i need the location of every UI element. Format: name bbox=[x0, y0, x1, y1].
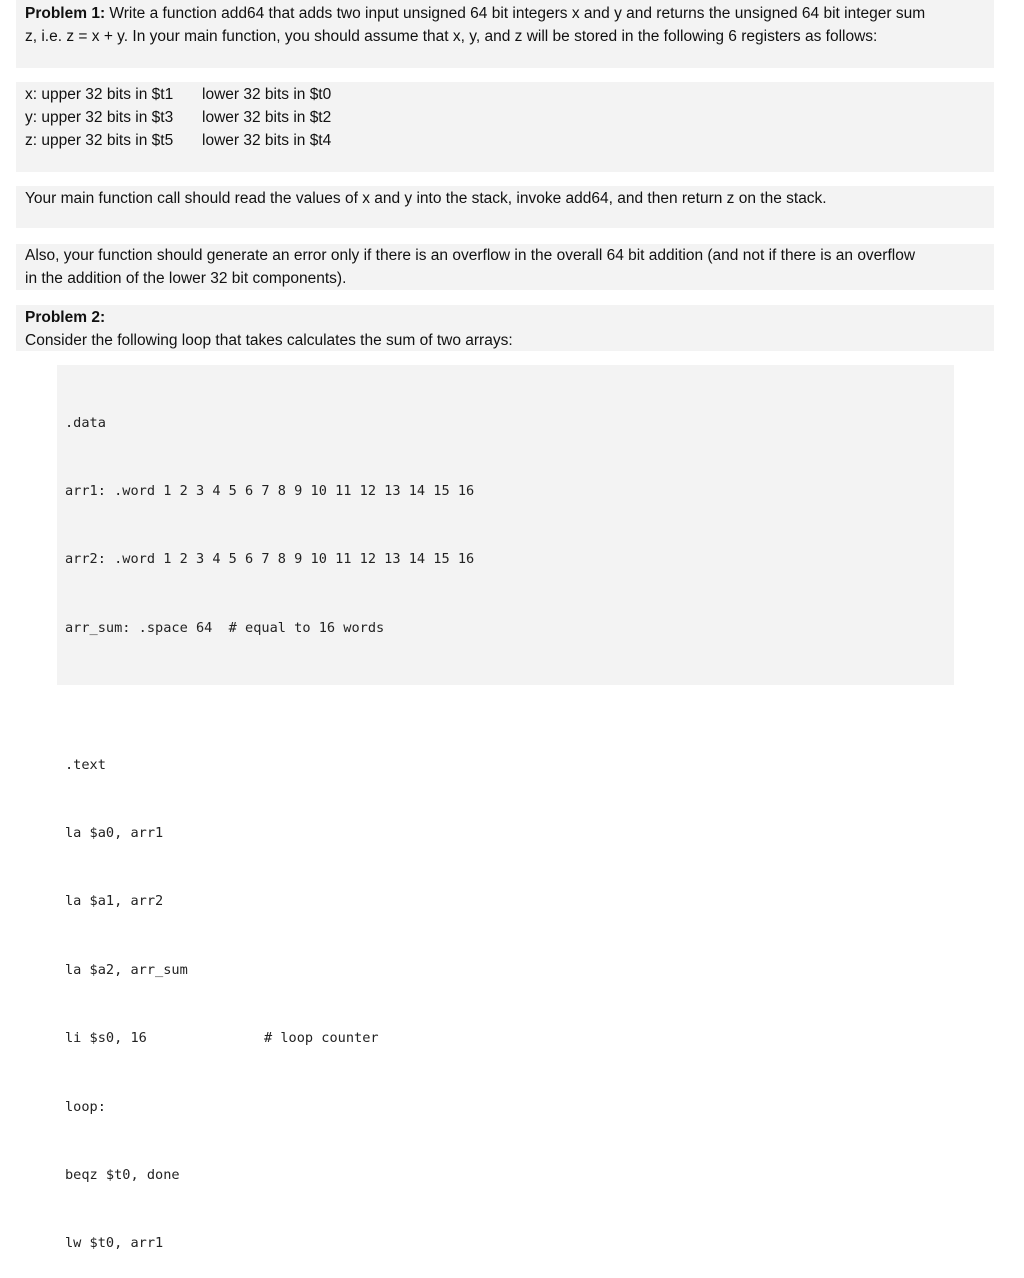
problem2-block bbox=[16, 305, 994, 351]
code-la-a0: la $a0, arr1 bbox=[65, 824, 164, 841]
problem1-heading: Problem 1: bbox=[25, 5, 106, 22]
overflow-text-line2: in the addition of the lower 32 bit components). bbox=[25, 270, 347, 287]
code-line bbox=[65, 1027, 954, 1050]
register-row-z bbox=[25, 129, 994, 152]
problem2-text: Consider the following loop that takes calculates the sum of two arrays: bbox=[25, 332, 513, 349]
problem1-text-line2: z, i.e. z = x + y. In your main function, you should assume that x, y, and z will be stored in the following 6 registers as follows: bbox=[25, 28, 878, 45]
code-line bbox=[65, 1232, 954, 1255]
code-blank-line bbox=[65, 685, 954, 708]
code-arr-sum: arr_sum: .space 64 # equal to 16 words bbox=[65, 619, 385, 636]
register-y-lower: lower 32 bits in $t2 bbox=[202, 109, 332, 126]
code-text-directive: .text bbox=[65, 756, 106, 773]
code-line bbox=[65, 412, 954, 435]
overflow-block bbox=[16, 244, 994, 290]
problem2-heading: Problem 2: bbox=[25, 309, 106, 326]
register-z-lower: lower 32 bits in $t4 bbox=[202, 132, 332, 149]
register-z-upper: z: upper 32 bits in $t5 bbox=[25, 132, 174, 149]
code-line bbox=[65, 754, 954, 777]
problem1-block bbox=[16, 0, 994, 68]
code-data-directive: .data bbox=[65, 414, 106, 431]
code-la-a2: la $a2, arr_sum bbox=[65, 961, 188, 978]
code-line bbox=[65, 822, 954, 845]
code-block bbox=[57, 365, 954, 1252]
code-li-s0-comment: # loop counter bbox=[264, 1030, 379, 1047]
main-call-block bbox=[16, 186, 994, 228]
code-line bbox=[65, 890, 954, 913]
code-li-s0: li $s0, 16 bbox=[65, 1030, 147, 1047]
problem1-text-line1: Write a function add64 that adds two input unsigned 64 bit integers x and y and returns the unsigned 64 bit integer sum bbox=[105, 5, 926, 22]
code-line bbox=[65, 1096, 954, 1119]
register-row-x bbox=[25, 83, 994, 106]
code-arr1: arr1: .word 1 2 3 4 5 6 7 8 9 10 11 12 13 14 15 16 bbox=[65, 482, 475, 499]
code-arr2: arr2: .word 1 2 3 4 5 6 7 8 9 10 11 12 13 14 15 16 bbox=[65, 551, 475, 568]
overflow-text-line1: Also, your function should generate an error only if there is an overflow in the overall 64 bit addition (and not if there is an overflow bbox=[25, 247, 916, 264]
register-x-lower: lower 32 bits in $t0 bbox=[202, 86, 332, 103]
register-y-upper: y: upper 32 bits in $t3 bbox=[25, 109, 174, 126]
code-la-a1: la $a1, arr2 bbox=[65, 893, 164, 910]
main-call-text: Your main function call should read the values of x and y into the stack, invoke add64, and then return z on the stack. bbox=[25, 190, 827, 207]
code-line bbox=[65, 480, 954, 503]
code-line bbox=[65, 1164, 954, 1187]
code-beqz: beqz $t0, done bbox=[65, 1166, 180, 1183]
code-line bbox=[65, 548, 954, 571]
register-row-y bbox=[25, 106, 994, 129]
code-loop-label: loop: bbox=[65, 1098, 106, 1115]
register-list bbox=[16, 82, 994, 172]
problem1-line1 bbox=[25, 2, 994, 25]
code-line bbox=[65, 959, 954, 982]
register-x-upper: x: upper 32 bits in $t1 bbox=[25, 86, 174, 103]
code-line bbox=[65, 617, 954, 640]
code-lw: lw $t0, arr1 bbox=[65, 1235, 164, 1252]
